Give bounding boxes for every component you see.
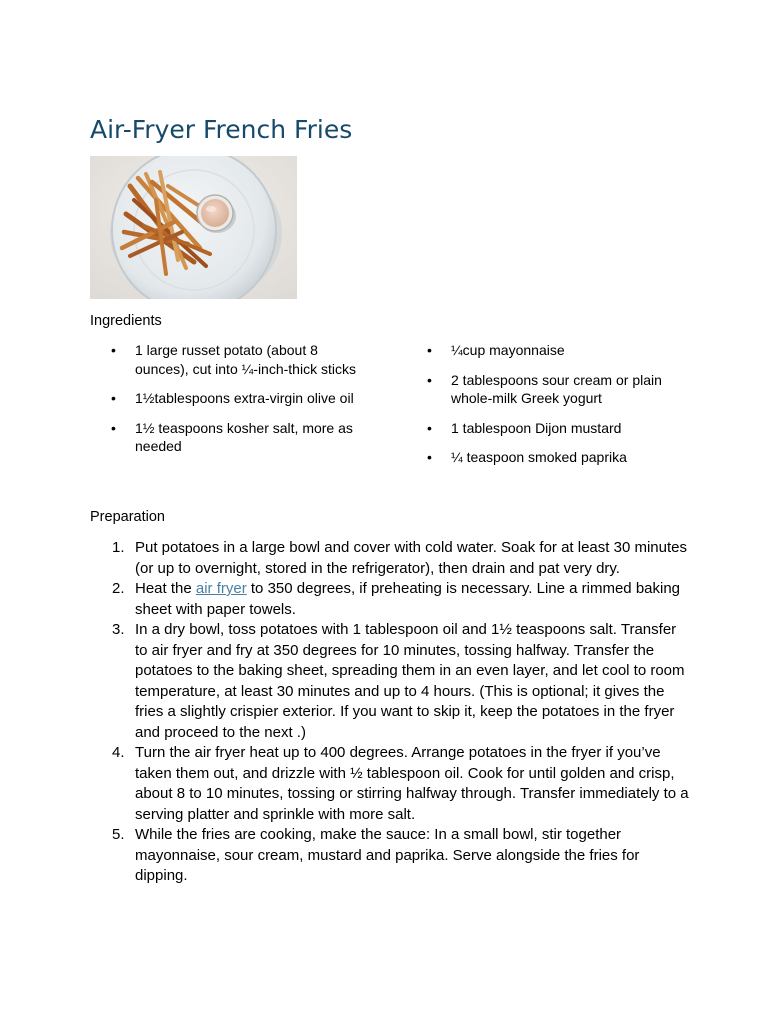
ingredient-text: 1½ teaspoons kosher salt, more as needed [135, 419, 353, 454]
bullet-icon: • [111, 419, 116, 436]
bullet-icon: • [427, 419, 432, 436]
step-text-before: Heat the [135, 580, 196, 597]
preparation-heading: Preparation [90, 509, 165, 525]
fries-plate-illustration [90, 156, 297, 299]
step-text: Turn the air fryer heat up to 400 degrees. Arrange potatoes in the fryer if you’ve taken them out, and drizzle with ½ tablespoon oil. Cook for until golden and crisp, about 8 to 10 minutes, tossing or stirring halfway through. Transfer immediately to a serving platter and sprinkle with more salt. [135, 744, 689, 823]
step-number: 5. [112, 826, 125, 843]
step-number: 2. [112, 580, 125, 597]
step-number: 1. [112, 539, 125, 556]
list-item [406, 419, 676, 438]
bullet-icon: • [111, 390, 116, 406]
ingredient-text: ¼ teaspoon smoked paprika [451, 449, 627, 465]
list-item [406, 371, 676, 408]
step-item [90, 825, 690, 887]
fries-photo [90, 156, 297, 299]
step-text-after: to 350 degrees, if preheating is necessary. Line a rimmed baking sheet with paper towels. [135, 580, 681, 618]
list-item [90, 341, 370, 378]
ingredient-text: 1 tablespoon Dijon mustard [451, 419, 622, 436]
bullet-icon: • [427, 342, 432, 358]
bullet-icon: • [427, 449, 432, 465]
list-item [406, 341, 676, 360]
step-text: While the fries are cooking, make the sauce: In a small bowl, stir together mayonnaise, sour cream, mustard and paprika. Serve alongside the fries for dipping. [135, 826, 640, 884]
preparation-steps [90, 538, 690, 887]
list-item [90, 389, 370, 408]
step-item [90, 579, 690, 620]
ingredient-text: ¼cup mayonnaise [451, 342, 565, 358]
step-text: Put potatoes in a large bowl and cover with cold water. Soak for at least 30 minutes (or up to overnight, stored in the refrigerator), then drain and pat very dry. [135, 539, 687, 577]
ingredient-text: 1½tablespoons extra-virgin olive oil [135, 390, 354, 406]
step-text: In a dry bowl, toss potatoes with 1 tablespoon oil and 1½ teaspoons salt. Transfer to air fryer and fry at 350 degrees for 10 minutes, tossing halfway. Transfer the potatoes to the baking sheet, spreading them in an even layer, and let cool to room temperature, at least 30 minutes and up to 4 hours. (This is optional; it gives the fries a slightly crispier exterior. If you want to skip it, keep the potatoes in the fryer and proceed to the next .) [135, 621, 685, 741]
air-fryer-link[interactable]: air fryer [195, 580, 247, 597]
step-item [90, 620, 690, 743]
list-item [90, 419, 370, 456]
step-item [90, 538, 690, 579]
list-item [406, 448, 676, 467]
ingredients-list-right [406, 341, 676, 478]
ingredient-text: 1 large russet potato (about 8 ounces), cut into ¼-inch-thick sticks [135, 342, 356, 377]
page-title: Air-Fryer French Fries [90, 115, 353, 144]
step-number: 4. [112, 744, 125, 761]
step-number: 3. [112, 621, 125, 638]
ingredients-heading: Ingredients [90, 313, 162, 329]
bullet-icon: • [427, 371, 432, 388]
step-item [90, 743, 690, 825]
bullet-icon: • [111, 342, 116, 358]
ingredient-text: 2 tablespoons sour cream or plain whole-milk Greek yogurt [451, 371, 662, 406]
ingredients-list-left [90, 341, 370, 467]
